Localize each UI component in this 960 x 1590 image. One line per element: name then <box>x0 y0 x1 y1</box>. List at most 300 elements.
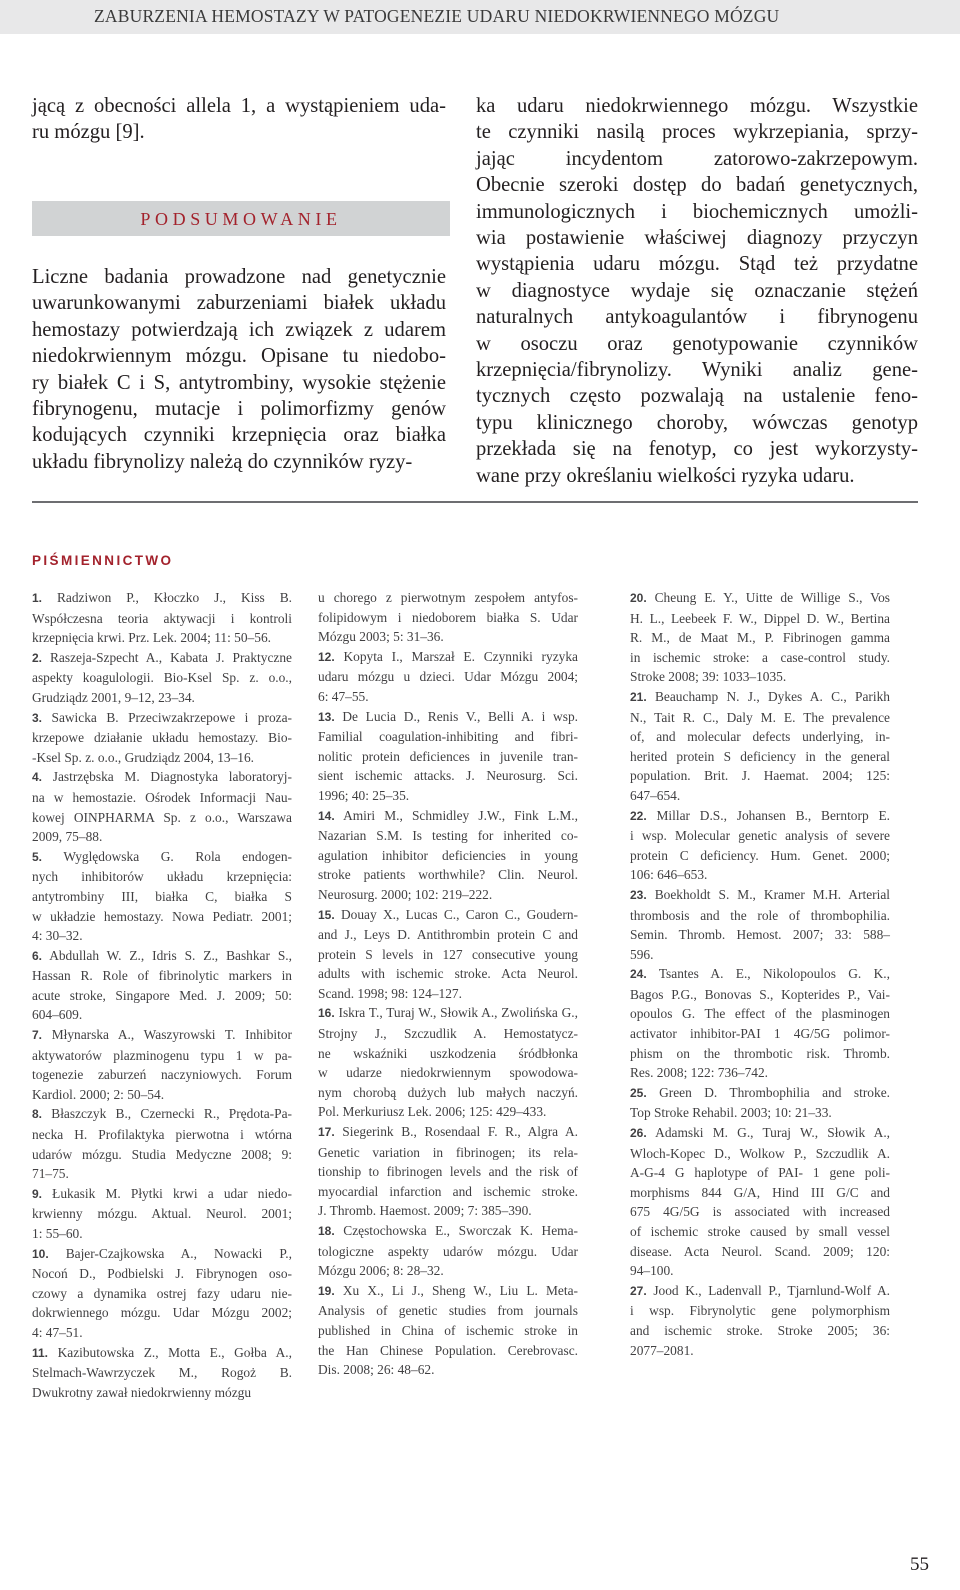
reference-text: Pol. Merkuriusz Lek. 2006; 125: 429–433. <box>318 1104 547 1120</box>
reference-line <box>630 786 890 806</box>
reference-line <box>318 766 578 786</box>
reference-line <box>32 907 292 927</box>
reference-line <box>630 826 890 846</box>
reference-line <box>32 808 292 828</box>
reference-text: i wsp. Fibrynolytic gene polymorphism <box>630 1303 890 1319</box>
reference-number: 10. <box>32 1246 49 1261</box>
reference-line <box>630 1281 890 1302</box>
reference-text: 2009, 75–88. <box>32 829 103 845</box>
reference-line <box>32 1244 292 1265</box>
reference-line <box>318 1301 578 1321</box>
text-line: wystąpienia udaru mózgu. Stąd też przydatne <box>476 253 918 276</box>
text-line: tycznych często pozwalają na ustalenie feno- <box>476 385 918 408</box>
reference-line <box>32 867 292 887</box>
reference-text: Stroke 2008; 39: 1033–1035. <box>630 669 787 685</box>
reference-text: krzepowe działanie układu hemostazy. Bio- <box>32 730 292 746</box>
reference-line <box>630 687 890 708</box>
reference-line <box>630 667 890 687</box>
reference-line <box>318 687 578 707</box>
reference-text: Bajer-Czajkowska A., Nowacki P., <box>65 1245 292 1261</box>
reference-line <box>318 1162 578 1182</box>
reference-line <box>318 1182 578 1202</box>
reference-line <box>32 986 292 1006</box>
reference-text: u chorego z pierwotnym zespołem antyfos- <box>318 590 578 605</box>
reference-line <box>32 887 292 907</box>
reference-number: 19. <box>318 1283 335 1298</box>
reference-text: phism on the thrombotic risk. Thromb. <box>630 1045 890 1061</box>
reference-line <box>630 885 890 906</box>
reference-line <box>32 728 292 748</box>
reference-text: Błaszczyk B., Czernecki R., Prędota-Pa- <box>51 1106 292 1122</box>
reference-line <box>318 905 578 926</box>
reference-text: nym chorobą dużych lub małych naczyń. <box>318 1084 578 1100</box>
reference-line <box>32 1065 292 1085</box>
reference-text: published in China of ischemic stroke in <box>318 1322 578 1338</box>
reference-text: w układzie hemostazy. Nowa Pediatr. 2001; <box>32 908 292 924</box>
reference-line <box>32 926 292 946</box>
reference-text: A-G-4 G haplotype of PAI- 1 gene poli- <box>630 1165 890 1181</box>
reference-text: Wloch-Kopec D., Wolkow P., Szczudlik A. <box>630 1145 890 1161</box>
reference-text: tologiczne aspekty udarów mózgu. Udar <box>318 1243 578 1259</box>
reference-line <box>630 1044 890 1064</box>
reference-line <box>32 827 292 847</box>
reference-line <box>32 1284 292 1304</box>
reference-text: sient ischemic attacks. J. Neurosurg. Sci. <box>318 768 578 784</box>
reference-text: Grudziądz 2001, 9–12, 23–34. <box>32 689 195 705</box>
references-heading: PIŚMIENNICTWO <box>32 553 174 568</box>
reference-text: aktywatorów plazminogenu typu 1 w pa- <box>32 1047 292 1063</box>
reference-text: J. Thromb. Haemost. 2009; 7: 385–390. <box>318 1203 532 1219</box>
reference-number: 20. <box>630 591 647 605</box>
reference-line <box>32 1343 292 1364</box>
reference-text: of ischemic stroke caused by small vessel <box>630 1224 890 1239</box>
text-line: przekłada się na fenotyp, co jest wykorzysty- <box>476 438 918 461</box>
reference-text: Scand. 1998; 98: 124–127. <box>318 985 462 1001</box>
reference-text: 596. <box>630 946 654 962</box>
reference-line <box>32 788 292 808</box>
reference-line <box>318 1024 578 1044</box>
reference-line <box>32 847 292 868</box>
reference-text: -Ksel Sp. z. o.o., Grudziądz 2004, 13–16. <box>32 749 255 765</box>
reference-line <box>32 1085 292 1105</box>
text-line: niedokrwiennym mózgu. Opisane tu niedobo- <box>32 345 446 368</box>
reference-text: 604–609. <box>32 1007 83 1023</box>
reference-number: 12. <box>318 649 335 664</box>
references-column-2 <box>318 588 578 1380</box>
running-title: ZABURZENIA HEMOSTAZY W PATOGENEZIE UDARU NIEDOKRWIENNEGO MÓZGU <box>94 6 780 26</box>
reference-text: Jastrzębska M. Diagnostyka laboratoryj- <box>52 769 292 785</box>
reference-number: 22. <box>630 808 647 823</box>
reference-number: 11. <box>32 1345 49 1360</box>
reference-number: 13. <box>318 709 335 724</box>
reference-line <box>32 1363 292 1383</box>
reference-line <box>32 1383 292 1403</box>
reference-text: Semin. Thromb. Hemost. 2007; 33: 588– <box>630 927 890 943</box>
reference-text: R. M., de Maat M., P. Fibrinogen gamma <box>630 630 890 646</box>
reference-number: 1. <box>32 591 43 605</box>
reference-text: Mózgu 2003; 5: 31–36. <box>318 629 444 645</box>
reference-text: Stelmach-Wawrzyczek M., Rogoż B. <box>32 1365 292 1381</box>
reference-line <box>630 846 890 866</box>
text-line: immunologicznych i biochemicznych umożli- <box>476 200 918 223</box>
reference-number: 24. <box>630 967 647 982</box>
reference-line <box>318 865 578 885</box>
reference-text: Abdullah W. Z., Idris S. Z., Bashkar S., <box>49 947 292 963</box>
reference-text: Familial coagulation-inhibiting and fibri- <box>318 729 578 745</box>
reference-text: and ischemic stroke. Stroke 2005; 36: <box>630 1322 890 1338</box>
reference-number: 14. <box>318 808 335 823</box>
reference-line <box>318 588 578 608</box>
reference-line <box>630 648 890 668</box>
text-line: wane przy określaniu wielkości ryzyka udaru. <box>476 464 855 487</box>
reference-text: protein S levels in 127 consecutive young <box>318 946 578 962</box>
reference-text: Tsantes A. E., Nikolopoulos G. K., <box>658 966 891 982</box>
reference-line <box>32 946 292 967</box>
reference-line <box>318 1201 578 1221</box>
reference-text: 106: 646–653. <box>630 867 708 883</box>
reference-text: Beauchamp N. J., Dykes A. C., Parikh <box>654 688 890 704</box>
reference-text: Adamski M. G., Turaj W., Słowik A., <box>655 1125 891 1141</box>
reference-text: herited protein S deficiency in the general <box>630 748 890 764</box>
reference-text: krzepnięcia krwi. Prz. Lek. 2004; 11: 50–56. <box>32 630 271 646</box>
reference-number: 7. <box>32 1028 43 1043</box>
reference-line <box>32 1264 292 1284</box>
reference-text: i wsp. Molecular genetic analysis of severe <box>630 828 890 844</box>
reference-line <box>32 1145 292 1165</box>
reference-text: population. Brit. J. Haemat. 2004; 125: <box>630 768 890 784</box>
reference-text: 6: 47–55. <box>318 688 369 704</box>
reference-text: Młynarska A., Waszyrowski T. Inhibitor <box>51 1027 292 1043</box>
reference-line <box>630 1202 890 1222</box>
reference-number: 25. <box>630 1085 647 1100</box>
reference-number: 23. <box>630 887 647 902</box>
reference-line <box>630 945 890 965</box>
reference-line <box>630 766 890 786</box>
reference-number: 15. <box>318 907 335 922</box>
reference-text: antytrombiny III, białka C, białka S <box>32 888 292 904</box>
reference-line <box>318 667 578 687</box>
reference-text: Dis. 2008; 26: 48–62. <box>318 1362 435 1378</box>
reference-number: 18. <box>318 1224 335 1238</box>
reference-number: 6. <box>32 948 43 963</box>
reference-text: togenezie zaburzeń naczyniowych. Forum <box>32 1067 292 1083</box>
reference-text: thrombosis and the role of thrombophilia. <box>630 907 890 923</box>
reference-line <box>318 786 578 806</box>
reference-line <box>630 865 890 885</box>
text-line: fibrynogenu, mutacje i polimorfizmy genów <box>32 398 446 421</box>
reference-line <box>318 1221 578 1242</box>
reference-line <box>630 1024 890 1044</box>
reference-line <box>32 588 292 609</box>
reference-line <box>32 1125 292 1145</box>
reference-line <box>32 628 292 648</box>
reference-text: kowej OINPHARMA Sp. z o.o., Warszawa <box>32 809 292 825</box>
running-header <box>0 0 960 34</box>
reference-line <box>318 1242 578 1262</box>
text-line: naturalnych antykoagulantów i fibrynogenu <box>476 306 918 329</box>
reference-text: Kardiol. 2000; 2: 50–54. <box>32 1086 165 1102</box>
reference-number: 16. <box>318 1006 335 1021</box>
reference-text: Bagos P.G., Bonovas S., Kopterides P., Vai- <box>630 986 890 1002</box>
reference-text: Genetic variation in fibrinogen; its rela- <box>318 1144 578 1160</box>
text-line: w diagnostyce wydaje się oznaczanie stężeń <box>476 279 918 302</box>
reference-line <box>318 1341 578 1361</box>
reference-text: nych inhibitorów układu krzepnięcia: <box>32 869 292 885</box>
reference-line <box>318 727 578 747</box>
reference-text: De Lucia D., Renis V., Belli A. i wsp. <box>342 708 578 724</box>
body-text-right-column <box>476 93 918 489</box>
reference-text: Iskra T., Turaj W., Słowik A., Zwolińska G., <box>338 1005 578 1021</box>
text-line: jając incydentom zatorowo-zakrzepowym. <box>476 147 918 170</box>
reference-line <box>32 748 292 768</box>
reference-text: opoulos G. The effect of the plasminogen <box>630 1006 890 1022</box>
reference-line <box>630 609 890 629</box>
reference-line <box>32 688 292 708</box>
reference-text: czowy a dynamika ostrej fazy udaru nie- <box>32 1285 292 1301</box>
reference-line <box>318 1122 578 1143</box>
reference-line <box>318 1003 578 1024</box>
reference-text: udaru mózgu u dzieci. Udar Mózgu 2004; <box>318 669 578 685</box>
reference-text: in ischemic stroke: a case-control study. <box>630 649 890 665</box>
reference-line <box>32 1303 292 1323</box>
reference-text: Łukasik M. Płytki krwi a udar niedo- <box>52 1185 292 1201</box>
reference-text: and J., Leys D. Antithrombin protein C and <box>318 927 578 943</box>
reference-text: Boekholdt S. M., Kramer M.H. Arterial <box>654 886 890 902</box>
reference-text: adults with ischemic stroke. Acta Neurol. <box>318 966 578 982</box>
reference-line <box>630 1242 890 1262</box>
reference-text: Analysis of genetic studies from journals <box>318 1303 578 1319</box>
reference-text: agulation inhibitor deficiencies in young <box>318 847 578 863</box>
reference-line <box>318 984 578 1004</box>
reference-text: Millar D.S., Johansen B., Berntorp E. <box>656 807 890 823</box>
reference-line <box>32 1046 292 1066</box>
reference-line <box>318 1360 578 1380</box>
reference-line <box>318 647 578 668</box>
reference-line <box>318 608 578 628</box>
reference-line <box>630 708 890 728</box>
section-heading-bar <box>32 201 450 236</box>
reference-line <box>318 707 578 728</box>
text-line: Obecnie szeroki dostęp do badań genetycznych, <box>476 174 918 197</box>
reference-line <box>318 1261 578 1281</box>
reference-line <box>630 906 890 926</box>
reference-text: Res. 2008; 122: 736–742. <box>630 1065 768 1081</box>
reference-line <box>630 588 890 609</box>
reference-text: H. L., Leebeek F. W., Dippel D. W., Bertina <box>630 610 890 626</box>
reference-line <box>630 1261 890 1281</box>
reference-line <box>32 1025 292 1046</box>
reference-text: 1: 55–60. <box>32 1226 83 1241</box>
reference-text: Kazibutowska Z., Motta E., Gołba A., <box>57 1344 292 1360</box>
reference-line <box>318 925 578 945</box>
body-text-left-top <box>32 93 446 146</box>
reference-text: w udarze niedokrwiennym spowodowa- <box>318 1065 578 1081</box>
reference-text: krwienny mózgu. Aktual. Neurol. 2001; <box>32 1206 292 1222</box>
reference-text: activator inhibitor-PAI 1 4G/5G polimor- <box>630 1026 890 1042</box>
reference-line <box>32 1224 292 1244</box>
reference-line <box>318 806 578 827</box>
reference-text: Douay X., Lucas C., Caron C., Goudern- <box>340 906 578 922</box>
reference-text: myocardial infarction and ischemic stroke. <box>318 1183 578 1199</box>
reference-text: N., Tait R. C., Daly M. E. The prevalence <box>630 709 890 725</box>
reference-text: Częstochowska E., Sworczak K. Hema- <box>343 1223 578 1238</box>
reference-text: Nocoń D., Podbielski J. Fibrynogen oso- <box>32 1266 292 1282</box>
reference-text: Jood K., Ladenvall P., Tjarnlund-Wolf A. <box>653 1282 890 1298</box>
reference-line <box>630 1004 890 1024</box>
reference-line <box>318 826 578 846</box>
reference-number: 8. <box>32 1107 43 1122</box>
text-line: ka udaru niedokrwiennego mózgu. Wszystkie <box>476 95 918 117</box>
reference-text: Top Stroke Rehabil. 2003; 10: 21–33. <box>630 1105 832 1121</box>
page-number: 55 <box>910 1554 929 1575</box>
references-column-3 <box>630 588 890 1360</box>
reference-text: Nazarian S.M. Is testing for inherited co- <box>318 828 578 844</box>
reference-line <box>630 985 890 1005</box>
references-column-1 <box>32 588 292 1402</box>
reference-line <box>318 1143 578 1163</box>
reference-text: aspekty koagulologii. Bio-Ksel Sp. z. o.o., <box>32 670 292 686</box>
reference-text: the Han Chinese Population. Cerebrovasc. <box>318 1342 578 1358</box>
reference-text: 4: 30–32. <box>32 928 83 944</box>
reference-number: 3. <box>32 710 43 725</box>
reference-line <box>630 925 890 945</box>
reference-line <box>318 1281 578 1302</box>
reference-text: necka H. Profilaktyka pierwotna i wtórna <box>32 1127 292 1143</box>
reference-line <box>318 964 578 984</box>
reference-line <box>630 806 890 827</box>
reference-text: tionship to fibrinogen levels and the risk of <box>318 1164 578 1180</box>
reference-text: Kopyta I., Marszał E. Czynniki ryzyka <box>343 648 578 664</box>
reference-text: Amiri M., Schmidley J.W., Fink L.M., <box>343 807 579 823</box>
reference-text: 94–100. <box>630 1263 674 1279</box>
reference-text: disease. Acta Neurol. Scand. 2009; 120: <box>630 1243 890 1259</box>
text-line: te czynniki nasilą proces wykrzepiania, sprzy- <box>476 121 918 144</box>
text-line: układu fibrynolizy należą do czynników ryzy- <box>32 450 413 473</box>
reference-text: Sawicka B. Przeciwzakrzepowe i proza- <box>51 709 292 725</box>
reference-line <box>630 1103 890 1123</box>
body-text-left-column <box>32 264 446 475</box>
text-line: ru mózgu [9]. <box>32 121 145 144</box>
reference-line <box>318 885 578 905</box>
reference-line <box>630 1222 890 1242</box>
text-line: kodujących czynniki krzepnięcia oraz białka <box>32 424 446 447</box>
reference-line <box>32 668 292 688</box>
text-line: jącą z obecności allela 1, a wystąpieniem uda- <box>32 95 446 117</box>
reference-line <box>630 1063 890 1083</box>
reference-text: Wyględowska G. Rola endogen- <box>63 848 293 864</box>
reference-text: Współczesna teoria aktywacji i kontroli <box>32 610 292 626</box>
reference-text: Siegerink B., Rosendaal F. R., Algra A. <box>342 1124 578 1140</box>
section-title: PODSUMOWANIE <box>140 209 342 229</box>
reference-line <box>32 1204 292 1224</box>
reference-text: 71–75. <box>32 1166 69 1182</box>
text-line: hemostazy potwierdzają ich związek z udarem <box>32 318 446 341</box>
reference-line <box>630 1183 890 1203</box>
reference-line <box>318 627 578 647</box>
reference-line <box>318 945 578 965</box>
reference-text: Strojny J., Szczudlik A. Hemostatycz- <box>318 1026 578 1042</box>
reference-number: 27. <box>630 1283 647 1298</box>
reference-line <box>32 966 292 986</box>
reference-text: Raszeja-Szpecht A., Kabata J. Praktyczne <box>50 649 292 665</box>
reference-text: Green D. Thrombophilia and stroke. <box>659 1084 890 1100</box>
reference-text: of, and molecular defects underlying, in- <box>630 729 890 745</box>
text-line: krzepnięcia/fibrynolizy. Wyniki analiz gene- <box>476 359 918 382</box>
reference-number: 4. <box>32 770 43 785</box>
reference-line <box>630 1163 890 1183</box>
reference-text: ne wskaźniki uszkodzenia śródbłonka <box>318 1045 578 1061</box>
reference-text: 1996; 40: 25–35. <box>318 787 410 803</box>
reference-text: folipidowym i niedoborem białka S. Udar <box>318 609 578 625</box>
reference-text: morphisms 844 G/A, Hind III G/C and <box>630 1184 890 1200</box>
reference-text: stroke patients worthwhile? Clin. Neurol. <box>318 867 578 883</box>
reference-text: protein C deficiency. Hum. Genet. 2000; <box>630 847 890 863</box>
reference-number: 5. <box>32 849 43 864</box>
reference-line <box>32 1005 292 1025</box>
text-line: Liczne badania prowadzone nad genetycznie <box>32 266 446 288</box>
reference-text: Xu X., Li J., Sheng W., Liu L. Meta- <box>342 1282 578 1298</box>
reference-line <box>32 1104 292 1125</box>
reference-line <box>630 747 890 767</box>
reference-line <box>630 1083 890 1104</box>
reference-line <box>318 747 578 767</box>
reference-line <box>318 1044 578 1064</box>
reference-text: na w hemostazie. Ośrodek Informacji Nau- <box>32 789 292 805</box>
reference-text: Dwukrotny zawał niedokrwienny mózgu <box>32 1384 252 1400</box>
reference-line <box>318 1321 578 1341</box>
reference-number: 2. <box>32 650 43 665</box>
reference-line <box>318 1063 578 1083</box>
reference-text: Mózgu 2006; 8: 28–32. <box>318 1263 444 1279</box>
reference-text: Neurosurg. 2000; 102: 219–222. <box>318 886 493 902</box>
reference-line <box>32 767 292 788</box>
reference-line <box>630 964 890 985</box>
reference-line <box>630 1321 890 1341</box>
reference-number: 9. <box>32 1186 43 1201</box>
reference-text: 675 4G/5G is associated with increased <box>630 1204 890 1220</box>
reference-line <box>32 1184 292 1205</box>
reference-line <box>32 609 292 629</box>
text-line: ry białek C i S, antytrombiny, wysokie stężenie <box>32 371 446 394</box>
text-line: wia postawienie właściwej diagnozy przyczyn <box>476 227 918 250</box>
horizontal-rule <box>32 501 918 503</box>
reference-line <box>630 628 890 648</box>
reference-text: 2077–2081. <box>630 1342 694 1358</box>
text-line: uwarunkowanymi zaburzeniami białek układu <box>32 292 446 315</box>
reference-text: 4: 47–51. <box>32 1324 83 1340</box>
reference-line <box>318 1083 578 1103</box>
reference-text: Cheung E. Y., Uitte de Willige S., Vos <box>654 590 890 605</box>
text-line: typu klinicznego choroby, wówczas genotyp <box>476 411 918 434</box>
reference-line <box>32 1323 292 1343</box>
reference-text: Hassan R. Role of fibrinolytic markers in <box>32 968 292 984</box>
reference-text: udarów mózgu. Studia Medyczne 2008; 9: <box>32 1146 292 1162</box>
reference-text: nolitic protein deficiences in juvenile tran- <box>318 748 578 764</box>
reference-line <box>318 1102 578 1122</box>
reference-line <box>32 648 292 669</box>
reference-text: acute stroke, Singapore Med. J. 2009; 50: <box>32 987 292 1003</box>
reference-line <box>630 1341 890 1361</box>
reference-number: 26. <box>630 1126 647 1141</box>
reference-line <box>32 708 292 729</box>
reference-text: 647–654. <box>630 787 681 803</box>
reference-line <box>630 1301 890 1321</box>
reference-text: dokrwiennego mózgu. Udar Mózgu 2002; <box>32 1305 292 1321</box>
reference-number: 17. <box>318 1125 335 1140</box>
reference-line <box>630 727 890 747</box>
reference-text: Radziwon P., Kłoczko J., Kiss B. <box>56 590 292 605</box>
reference-number: 21. <box>630 689 647 704</box>
